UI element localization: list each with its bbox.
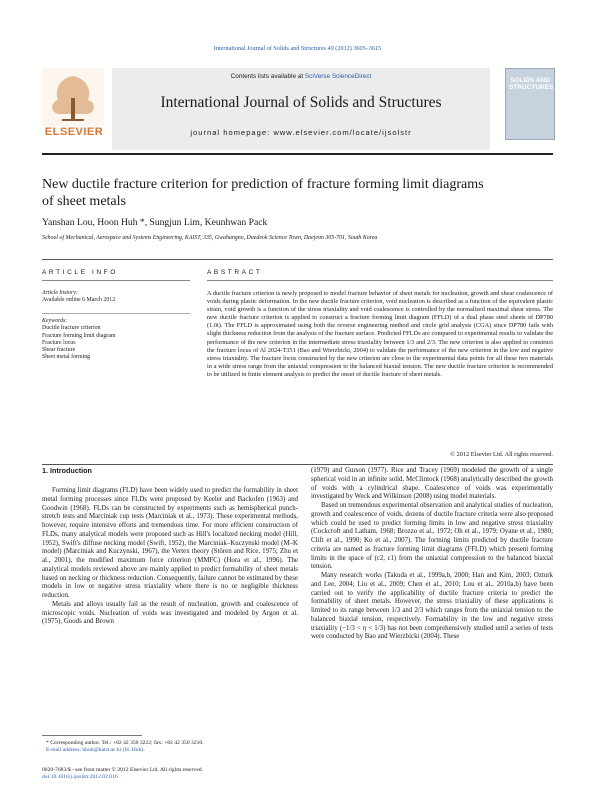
article-title	[42, 176, 552, 210]
keywords-label: Keywords:	[42, 318, 68, 324]
abstract-rule	[207, 280, 553, 281]
affiliation: School of Mechanical, Aerospace and Systems Engineering, KAIST, 335, Gwahangno, Daedeok Science Town, Daejeon 305-701, South Korea	[42, 235, 378, 241]
keyword-item: Shear fracture	[42, 347, 76, 354]
history-rule	[42, 313, 190, 314]
publisher-name: ELSEVIER	[44, 126, 104, 138]
sciencedirect-link[interactable]: SciVerse ScienceDirect	[304, 73, 372, 80]
email-address[interactable]: E-mail address: hhuh@kaist.ac.kr (H. Huh).	[46, 747, 145, 753]
article-info-rule	[42, 280, 190, 281]
article-title-line1: New ductile fracture criterion for prediction of fracture forming limit diagrams	[42, 177, 484, 192]
header-divider	[42, 153, 553, 155]
intro-paragraph-5: Many research works (Takuda et al., 1999a,b, 2000; Han and Kim, 2003; Ozturk and Lee, 2004; Liu et al., 2009; Chen et al., 2010; Lou et al., 2010a,b) have been carried out to verify the applicability of ductile fracture criteria to predict the formability of sheet metals. However, the stress triaxiality of these applications is limited to its range between 1/3 and 2/3 which ranges from the uniaxial tension to the balanced biaxial tension, respectively. Formability in the low and negative stress triaxiality (−1/3 < η < 1/3) has not been comprehensively studied until a series of tests were conducted by Bao and Wierzbicki (2004). These	[311, 572, 553, 641]
abstract-label: ABSTRACT	[207, 269, 263, 276]
history-value: Available online 6 March 2012	[42, 297, 116, 304]
abstract-text: A ductile fracture criterion is newly proposed to model fracture behavior of sheet metals for nucleation, growth and shear coalescence of voids during plastic deformation. In the new ductile fracture criterion, void nucleation is described as a function of the equivalent plastic strain, void growth is a function of the stress triaxiality and void coalescence is controlled by the normalized maximal shear stress. The new ductile fracture criterion is applied to construct a fracture forming limit diagram (FFLD) of a dual phase steel sheets of DP780 (1.0t). The FFLD is approximated using both the reverse engineering method and circle grid analysis (CGA) since DP780 fails with slight thickness reduction from the analysis of the fracture surface. Predicted FFLDs are compared to experimental results to validate the performance of the new criterion in the intermediate stress triaxiality between 1/3 and 2/3. The new criterion is also applied to construct the fracture locus of Al 2024-T351 (Bao and Wierzbicki, 2004) to validate the performance of the new criterion in the low and negative stress triaxiality. The fracture locus constructed by the new criterion are close to the experimental data points for all these two materials in a wide stress range from the uniaxial compression to the balanced biaxial tension. The new ductile fracture criterion is recommended to be utilized in finite element analysis to predict the onset of ductile fracture of sheet metals.	[207, 290, 553, 378]
keyword-item: Fracture locus	[42, 339, 76, 346]
journal-reference[interactable]: International Journal of Solids and Structures 49 (2012) 3605–3615	[213, 45, 382, 52]
article-info-label: ARTICLE INFO	[42, 269, 118, 276]
article-history	[42, 290, 192, 305]
intro-paragraph-3: (1979) and Gurson (1977). Rice and Tracey (1969) modeled the growth of a single spherical void in an infinite solid. McClintock (1968) analytically described the growth of voids with a cylindrical shape. Coalescence of voids was experimentally investigated by Weck and Wilkinson (2008) using model materials.	[311, 467, 553, 501]
copyright: © 2012 Elsevier Ltd. All rights reserved.	[450, 451, 553, 458]
left-column	[42, 487, 298, 627]
article-divider	[42, 259, 553, 260]
intro-paragraph-1: Forming limit diagrams (FLD) have been widely used to predict the formability in sheet metal forming processes since FLDs were proposed by Keeler and Backofen (1963) and Goodwin (1968). FLDs can be constructed by experiments such as hemispherical punch-stretch tests and Marciniak cup tests (Marciniak et al., 1973). These experimental methods, however, require intensive efforts and tremendous time. For more efficient construction of FLDs, many analytical models were proposed such as Hill's localized necking model (Hill, 1952), Swift's diffuse necking model (Swift, 1952), the Marciniak–Kuczynski model (M–K model) (Marciniak and Kuczynski, 1967), the Vertex theory (Stören and Rice, 1975; Zhu et al., 2001), the modified maximum force criterion (MMFC) (Hora et al., 1996). The analytical models reviewed above are mainly applied to predict formability of sheet metals based on necking or thickness reduction. Consequently, failure cannot be estimated by these models in low or negative stress triaxiality where there is no or negligible thickness reduction.	[42, 487, 298, 599]
keyword-item: Fracture forming limit diagram	[42, 332, 116, 339]
journal-title: International Journal of Solids and Structures	[160, 94, 442, 111]
intro-paragraph-2: Metals and alloys usually fail as the result of nucleation, growth and coalescence of microscopic voids. Nucleation of voids was investigated and modeled by Argon et al. (1975), Goods and Brown	[42, 600, 298, 626]
keyword-item: Ductile fracture criterion	[42, 325, 101, 332]
cover-title: SOLIDS AND STRUCTURES	[509, 77, 554, 91]
journal-homepage[interactable]: journal homepage: www.elsevier.com/locate/ijsolstr	[190, 128, 412, 137]
keyword-item: Sheet metal forming	[42, 354, 91, 361]
history-label: Article history:	[42, 290, 78, 296]
intro-paragraph-4: Based on tremendous experimental observation and analytical studies of nucleation, growth and coalescence of voids, dozens of ductile fracture criteria were also proposed which could be used to predict forming limits in low and negative stress triaxiality (Cockcroft and Latham, 1968; Brozzo et al., 1972; Oh et al., 1979; Oyane et al., 1980; Clift et al., 1990; Ko et al., 2007). The forming limits predicted by ductile fracture criteria are named as fracture forming limit diagrams (FFLD) which present forming limits in the space of (ε2, ε1) from the uniaxial compression to the balanced biaxial tension.	[311, 502, 553, 571]
keywords-block	[42, 318, 192, 362]
author-list: Yanshan Lou, Hoon Huh *, Sungjun Lim, Keunhwan Pack	[42, 217, 268, 228]
abstract-end-rule	[42, 464, 553, 465]
article-title-line2: of sheet metals	[42, 194, 126, 209]
introduction-heading: 1. Introduction	[42, 466, 92, 475]
footnote-rule	[42, 735, 142, 736]
journal-cover-image	[505, 68, 555, 140]
corresponding-author: * Corresponding author. Tel.: +82 42 350 3222; fax: +82 42 350 3210.	[46, 740, 204, 746]
contents-line	[112, 73, 490, 80]
right-column	[311, 467, 553, 642]
contents-prefix: Contents lists available at	[230, 73, 305, 80]
footnote-block	[46, 740, 306, 754]
doi-link[interactable]: doi:10.1016/j.ijsolstr.2012.02.016	[42, 774, 118, 780]
issn-block	[42, 767, 302, 781]
issn-line: 0020-7683/$ - see front matter © 2012 Elsevier Ltd. All rights reserved.	[42, 767, 203, 773]
